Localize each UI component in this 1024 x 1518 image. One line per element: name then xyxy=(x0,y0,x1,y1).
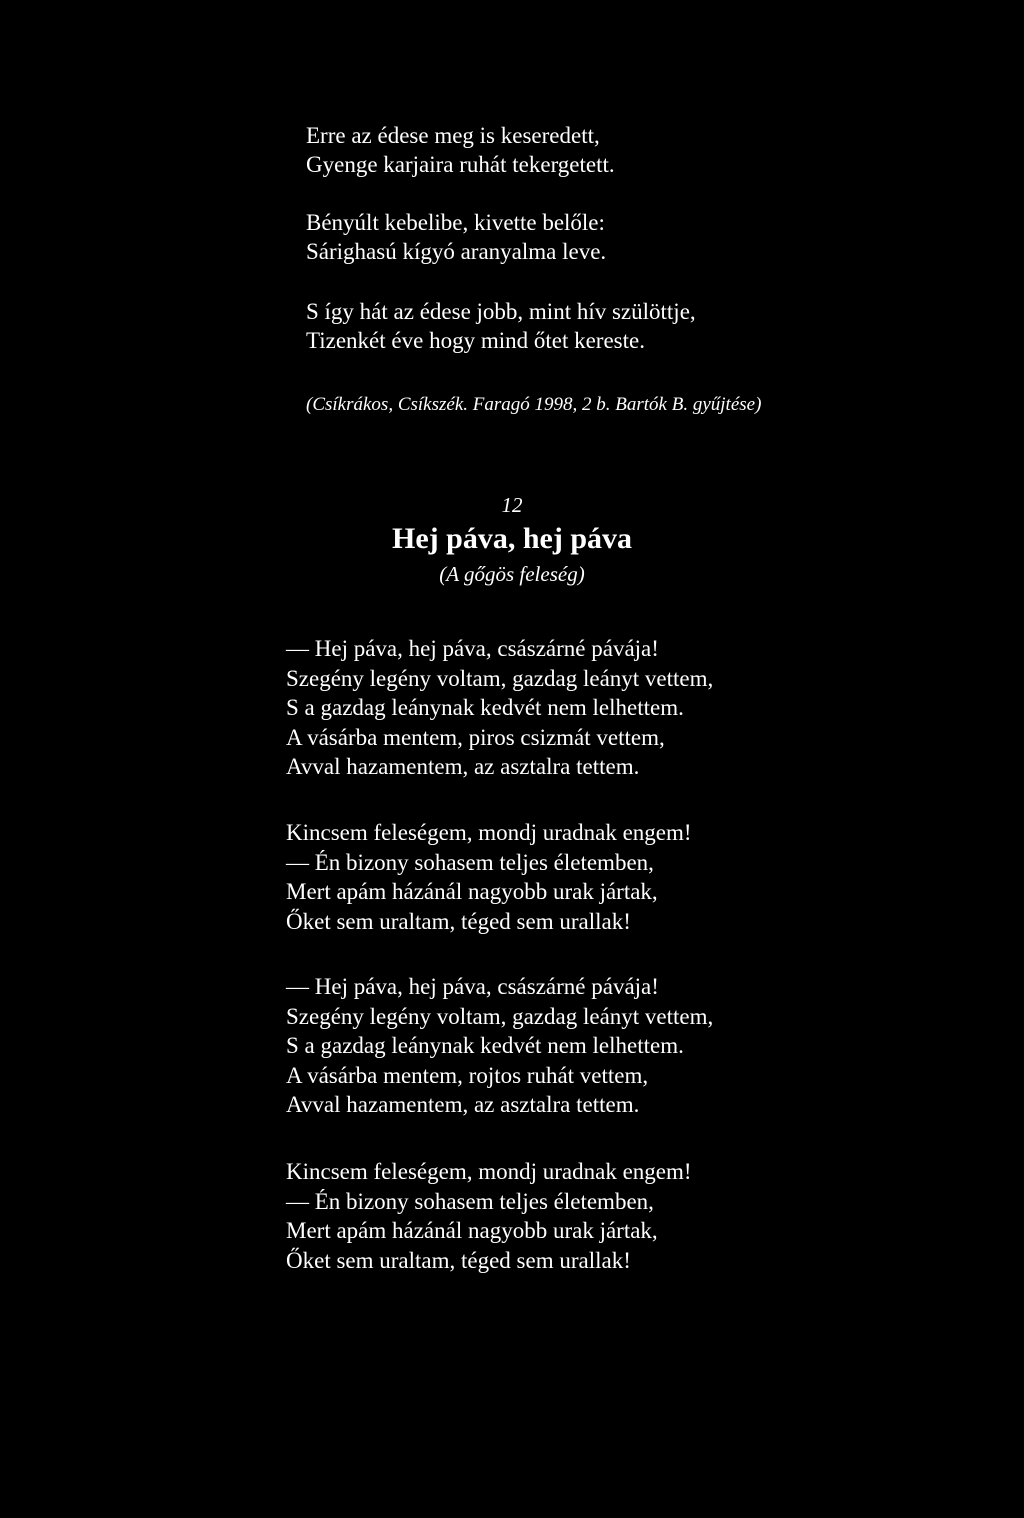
verse-line: — Én bizony sohasem teljes életemben, xyxy=(286,1188,654,1214)
verse-line: Kincsem feleségem, mondj uradnak engem! xyxy=(286,820,692,845)
poem-stanza xyxy=(286,972,713,1120)
verse-line: Szegény legény voltam, gazdag leányt vettem, xyxy=(286,665,714,691)
verse-line: Mert apám házánál nagyobb urak jártak, xyxy=(286,879,658,904)
prev-poem-stanza xyxy=(306,121,615,179)
verse-line: Szegény legény voltam, gazdag leányt vettem, xyxy=(286,1003,714,1029)
verse-line: S a gazdag leánynak kedvét nem lelhettem. xyxy=(286,1033,684,1058)
verse-line: Erre az édese meg is keseredett, xyxy=(306,123,600,148)
verse-line: Őket sem uraltam, téged sem urallak! xyxy=(286,1247,631,1273)
verse-line: Sárighasú kígyó aranyalma leve. xyxy=(306,239,607,264)
poem-subtitle: (A gőgös feleség) xyxy=(439,562,585,586)
prev-poem-stanza xyxy=(306,297,696,355)
verse-line: Tizenkét éve hogy mind őtet kereste. xyxy=(306,328,645,353)
poem-stanza xyxy=(286,1157,692,1275)
verse-line: — Én bizony sohasem teljes életemben, xyxy=(286,849,654,875)
verse-line: Avval hazamentem, az asztalra tettem. xyxy=(286,1092,640,1117)
source-citation: (Csíkrákos, Csíkszék. Faragó 1998, 2 b. Bartók B. gyűjtése) xyxy=(306,394,762,415)
verse-line: Gyenge karjaira ruhát tekergetett. xyxy=(306,152,615,177)
verse-line: Bényúlt kebelibe, kivette belőle: xyxy=(306,210,605,235)
verse-line: Mert apám házánál nagyobb urak jártak, xyxy=(286,1218,658,1243)
verse-line: — Hej páva, hej páva, császárné pávája! xyxy=(286,974,659,999)
poem-stanza xyxy=(286,818,692,936)
verse-line: Avval hazamentem, az asztalra tettem. xyxy=(286,754,640,779)
verse-line: S így hát az édese jobb, mint hív szülöttje, xyxy=(306,299,696,324)
verse-line: Őket sem uraltam, téged sem urallak! xyxy=(286,908,631,934)
poem-title: Hej páva, hej páva xyxy=(392,522,632,555)
verse-line: — Hej páva, hej páva, császárné pávája! xyxy=(286,636,659,661)
verse-line: A vásárba mentem, rojtos ruhát vettem, xyxy=(286,1062,649,1088)
poem-stanza xyxy=(286,634,713,782)
poem-number: 12 xyxy=(501,493,523,517)
verse-line: Kincsem feleségem, mondj uradnak engem! xyxy=(286,1159,692,1184)
verse-line: S a gazdag leánynak kedvét nem lelhettem. xyxy=(286,695,684,720)
verse-line: A vásárba mentem, piros csizmát vettem, xyxy=(286,724,665,750)
prev-poem-stanza xyxy=(306,208,606,266)
